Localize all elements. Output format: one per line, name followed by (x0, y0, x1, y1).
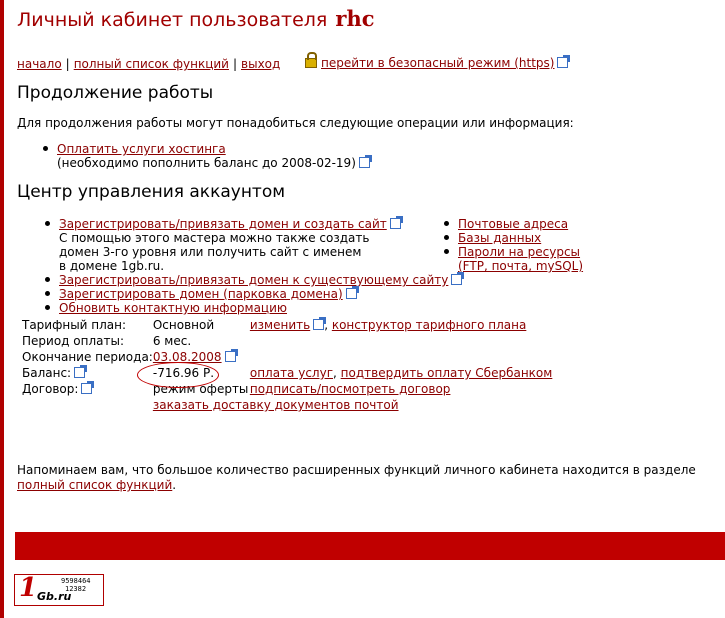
account-info-table (22, 318, 552, 414)
nav-separator: | (232, 57, 238, 71)
register-desc: домен 3-го уровня или получить сайт с именем (59, 245, 362, 259)
end-label: Окончание периода: (22, 350, 153, 364)
bind-existing-link[interactable]: Зарегистрировать/привязать домен к существующему сайту (59, 273, 449, 287)
continue-heading: Продолжение работы (17, 83, 214, 103)
page-title-text: Личный кабинет пользователя (17, 9, 328, 31)
register-desc: С помощью этого мастера можно также создать (59, 231, 370, 245)
nav-separator: | (65, 57, 70, 71)
change-plan-link[interactable]: изменить (249, 318, 311, 332)
logo-counter-1: 9598464 (61, 577, 91, 585)
list-item (442, 245, 583, 273)
nav-full-list-link[interactable]: полный список функций (73, 57, 229, 71)
new-window-icon[interactable] (359, 157, 370, 168)
order-docs-cell (153, 398, 552, 414)
update-contact-link[interactable]: Обновить контактную информацию (59, 301, 287, 315)
new-window-icon[interactable] (81, 383, 92, 394)
register-desc: в домене 1gb.ru. (59, 259, 165, 273)
logo-text: Gb.ru (37, 590, 72, 603)
balance-label-cell (22, 366, 153, 382)
site-logo[interactable] (14, 574, 104, 606)
username: rhc (335, 6, 375, 31)
park-domain-link[interactable]: Зарегистрировать домен (парковка домена) (59, 287, 343, 301)
left-border (0, 0, 4, 618)
new-window-icon[interactable] (390, 218, 401, 229)
logo-digit: 1 (19, 573, 38, 603)
list-item (442, 217, 583, 231)
table-row (22, 382, 552, 398)
list-item (43, 301, 462, 315)
secure-mode (305, 56, 568, 70)
nav-start-link[interactable]: начало (17, 57, 62, 71)
list-item (41, 142, 370, 170)
plan-label: Тарифный план: (22, 318, 127, 332)
new-window-icon[interactable] (74, 367, 85, 378)
balance-value: -716.96 Р. (152, 366, 215, 380)
balance-label: Баланс: (22, 366, 72, 380)
databases-link[interactable]: Базы данных (458, 231, 542, 245)
top-nav (17, 57, 280, 71)
full-list-footer-link[interactable]: полный список функций (17, 478, 173, 492)
contract-label: Договор: (22, 382, 79, 396)
contract-value: режим оферты (152, 382, 249, 396)
register-domain-link[interactable]: Зарегистрировать/привязать домен и создать сайт (59, 217, 387, 231)
reminder-text: Напоминаем вам, что большое количество расширенных функций личного кабинета находится в разделе полный список функций. (17, 463, 696, 492)
page-title (17, 6, 375, 31)
list-item (43, 287, 462, 301)
balance-actions: оплата услуг, подтвердить оплату Сбербанком (249, 366, 553, 380)
contract-label-cell (22, 382, 153, 398)
resources-list (442, 217, 583, 273)
secure-mode-link[interactable]: перейти в безопасный режим (https) (321, 56, 555, 70)
lock-icon (305, 58, 317, 68)
sign-contract-link[interactable]: подписать/посмотреть договор (249, 382, 451, 396)
period-label: Период оплаты: (22, 334, 124, 348)
end-date-link[interactable]: 03.08.2008 (152, 350, 222, 364)
pay-hosting-link[interactable]: Оплатить услуги хостинга (57, 142, 226, 156)
new-window-icon[interactable] (225, 351, 236, 362)
list-item (43, 217, 462, 273)
pay-note: (необходимо пополнить баланс до 2008-02-19) (57, 156, 356, 170)
table-row (22, 318, 552, 334)
continue-list (41, 142, 370, 170)
order-docs-link[interactable]: заказать доставку документов почтой (152, 398, 399, 412)
contract-actions (250, 382, 552, 398)
list-item (43, 273, 462, 287)
new-window-icon[interactable] (557, 57, 568, 68)
passwords-link[interactable]: Пароли на ресурсы (458, 245, 581, 259)
period-value: 6 мес. (152, 334, 192, 348)
table-row (22, 366, 552, 382)
plan-actions: изменить , конструктор тарифного плана (249, 318, 527, 332)
table-row (22, 334, 552, 350)
table-row (22, 398, 552, 414)
mail-link[interactable]: Почтовые адреса (458, 217, 569, 231)
pay-services-link[interactable]: оплата услуг (249, 366, 334, 380)
new-window-icon[interactable] (346, 288, 357, 299)
table-row (22, 350, 552, 366)
balance-highlight-circle (137, 362, 219, 388)
plan-value: Основной (152, 318, 215, 332)
footer-bar (15, 532, 725, 560)
logo-counter-2: 12382 (65, 585, 87, 593)
passwords-link-sub[interactable]: (FTP, почта, mySQL) (458, 259, 584, 273)
plan-constructor-link[interactable]: конструктор тарифного плана (331, 318, 527, 332)
continue-intro: Для продолжения работы могут понадобиться следующие операции или информация: (17, 116, 574, 130)
reminder-message: Напоминаем вам, что большое количество расширенных функций личного кабинета находится в разделе (17, 463, 696, 477)
account-list (43, 217, 462, 315)
new-window-icon[interactable] (313, 319, 324, 330)
confirm-sber-link[interactable]: подтвердить оплату Сбербанком (340, 366, 553, 380)
nav-logout-link[interactable]: выход (241, 57, 281, 71)
account-heading: Центр управления аккаунтом (17, 182, 286, 202)
list-item (442, 231, 583, 245)
new-window-icon[interactable] (451, 274, 462, 285)
